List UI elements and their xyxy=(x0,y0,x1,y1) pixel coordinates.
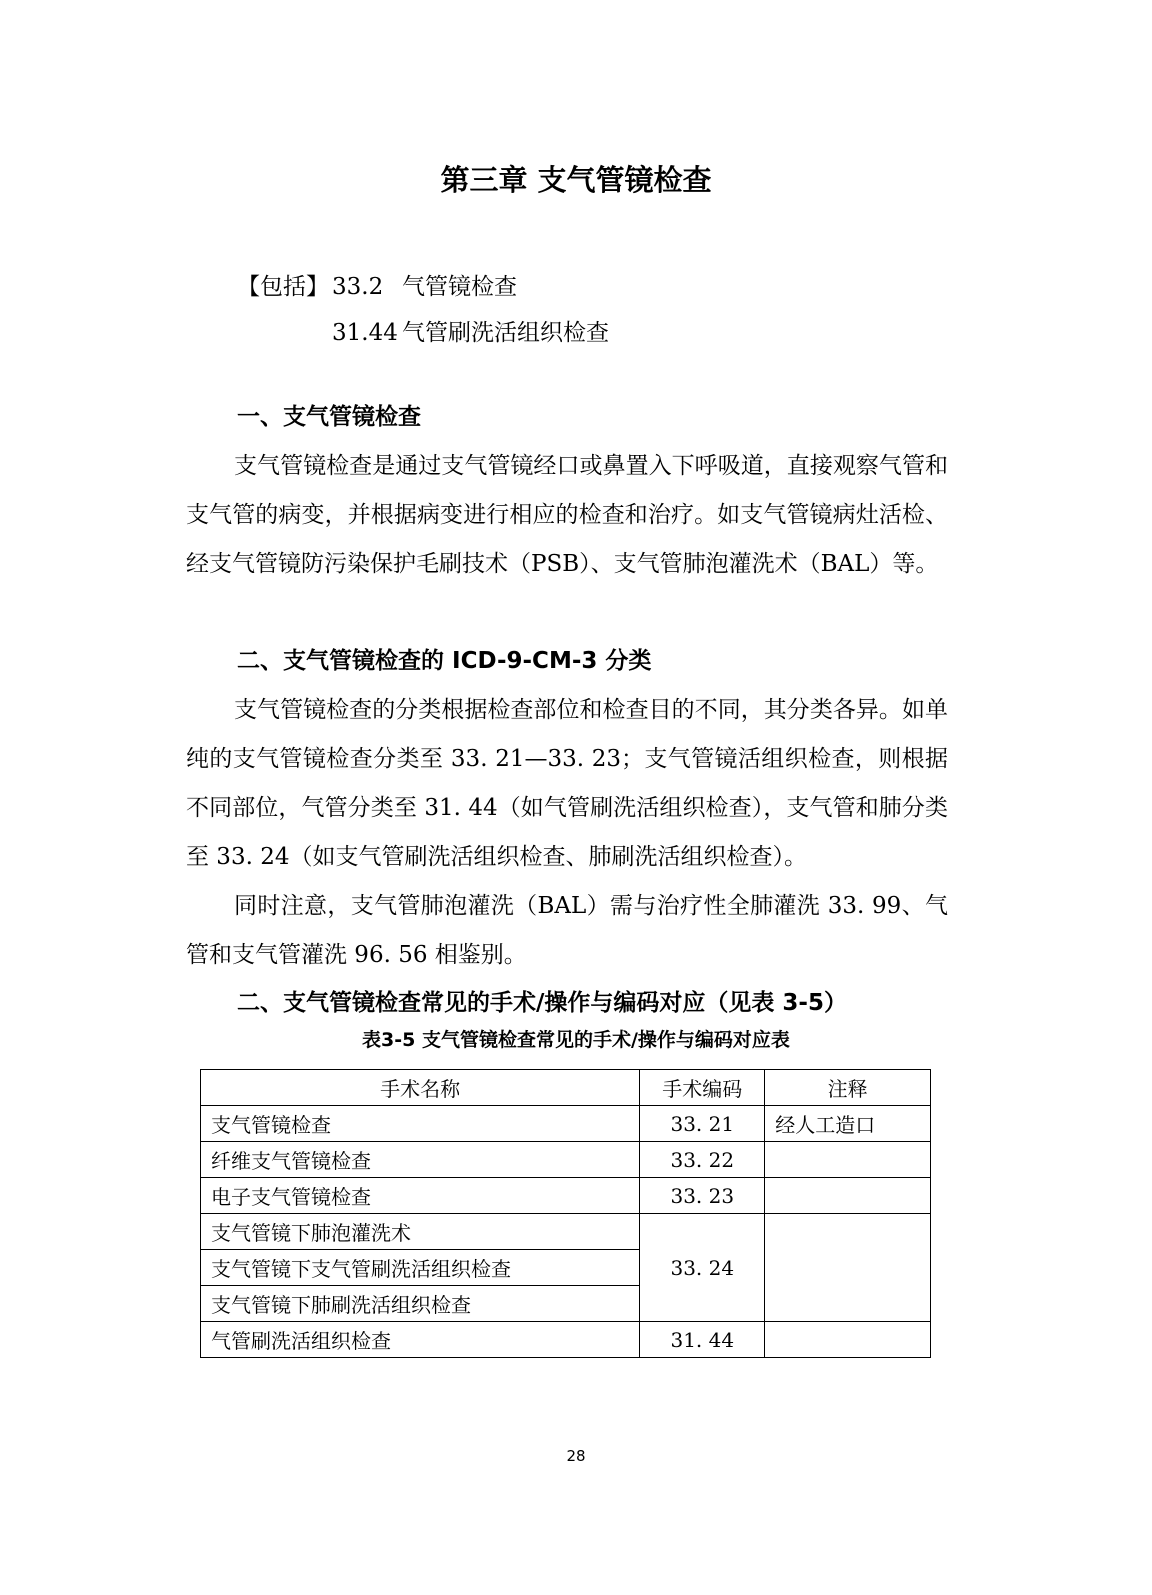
cell-note: 经人工造口 xyxy=(765,1106,931,1142)
cell-name: 支气管镜下肺刷洗活组织检查 xyxy=(201,1286,640,1322)
includes-label: 【包括】 xyxy=(237,274,329,300)
includes-row xyxy=(237,264,609,310)
section2-heading: 二、支气管镜检查的 ICD-9-CM-3 分类 xyxy=(237,648,652,674)
cell-note xyxy=(765,1178,931,1214)
includes-code: 31.44 xyxy=(332,320,398,346)
cell-code: 33. 24 xyxy=(640,1214,765,1322)
section2-paragraph-1: 支气管镜检查的分类根据检查部位和检查目的不同，其分类各异。如单纯的支气管镜检查分类至 33. 21—33. 23；支气管镜活组织检查，则根据不同部位，气管分类至 31. 44（如气管刷洗活组织检查），支气管和肺分类至 33. 24（如支气管刷洗活组织检查、肺刷洗活组织检查）。 xyxy=(186,697,948,870)
includes-name: 气管镜检查 xyxy=(402,274,517,300)
includes-row xyxy=(237,310,609,356)
includes-block xyxy=(237,264,609,356)
cell-name: 纤维支气管镜检查 xyxy=(201,1142,640,1178)
page-number: 28 xyxy=(566,1447,586,1465)
table-header-row xyxy=(201,1070,931,1106)
section3-heading: 二、支气管镜检查常见的手术/操作与编码对应（见表 3-5） xyxy=(237,990,847,1016)
table-caption: 表3-5 支气管镜检查常见的手术/操作与编码对应表 xyxy=(362,1029,790,1051)
cell-code: 33. 23 xyxy=(640,1178,765,1214)
cell-code: 33. 22 xyxy=(640,1142,765,1178)
includes-code: 33.2 xyxy=(332,274,384,300)
section2-paragraph-2: 同时注意，支气管肺泡灌洗（BAL）需与治疗性全肺灌洗 33. 99、气管和支气管灌洗 96. 56 相鉴别。 xyxy=(186,893,948,968)
cell-code: 33. 21 xyxy=(640,1106,765,1142)
section1-paragraph: 支气管镜检查是通过支气管镜经口或鼻置入下呼吸道，直接观察气管和支气管的病变，并根据病变进行相应的检查和治疗。如支气管镜病灶活检、经支气管镜防污染保护毛刷技术（PSB）、支气管肺泡灌洗术（BAL）等。 xyxy=(186,453,948,577)
header-procedure-code: 手术编码 xyxy=(640,1070,765,1106)
includes-name: 气管刷洗活组织检查 xyxy=(402,320,609,346)
procedure-code-table xyxy=(200,1069,931,1358)
table-row xyxy=(201,1178,931,1214)
cell-code: 31. 44 xyxy=(640,1322,765,1358)
section1-heading: 一、支气管镜检查 xyxy=(237,404,421,430)
cell-name: 气管刷洗活组织检查 xyxy=(201,1322,640,1358)
cell-note xyxy=(765,1322,931,1358)
cell-note xyxy=(765,1142,931,1178)
chapter-title: 第三章 支气管镜检查 xyxy=(440,163,712,197)
cell-name: 支气管镜下支气管刷洗活组织检查 xyxy=(201,1250,640,1286)
table-row xyxy=(201,1214,931,1250)
table-row xyxy=(201,1322,931,1358)
cell-name: 支气管镜下肺泡灌洗术 xyxy=(201,1214,640,1250)
table-row xyxy=(201,1142,931,1178)
header-procedure-name: 手术名称 xyxy=(201,1070,640,1106)
cell-name: 支气管镜检查 xyxy=(201,1106,640,1142)
cell-name: 电子支气管镜检查 xyxy=(201,1178,640,1214)
cell-note xyxy=(765,1214,931,1322)
table-row xyxy=(201,1106,931,1142)
header-note: 注释 xyxy=(765,1070,931,1106)
section2-body xyxy=(186,686,948,980)
section1-body xyxy=(186,442,948,589)
